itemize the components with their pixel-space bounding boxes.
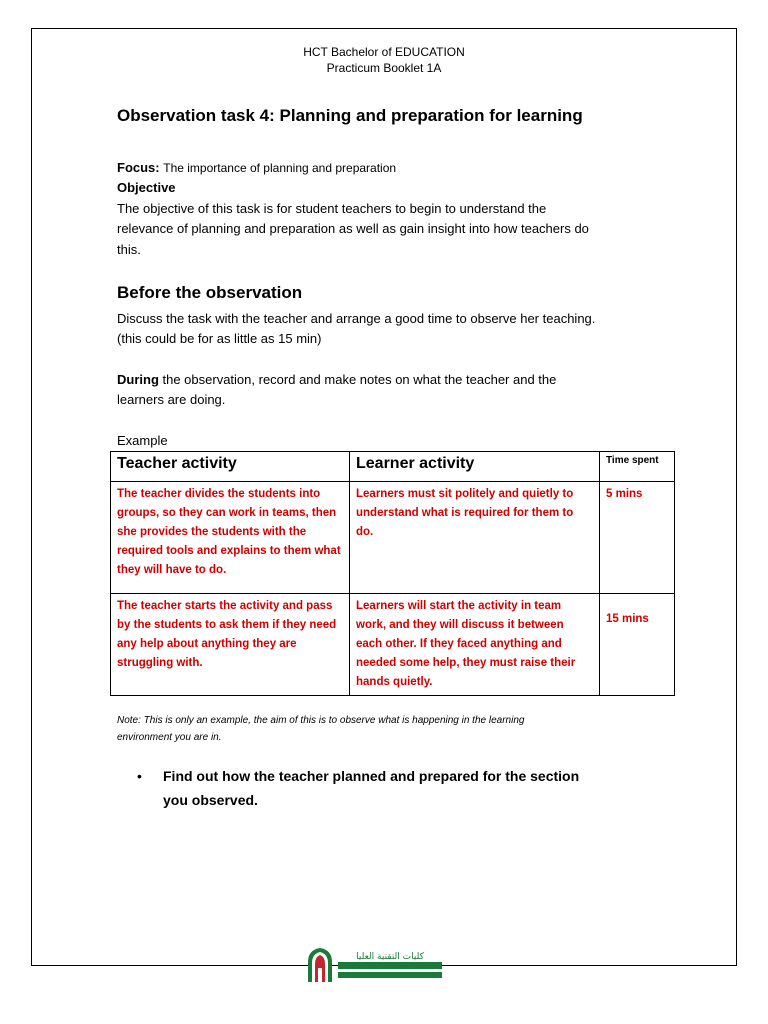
teacher-activity-cell: The teacher divides the students into groups, so they can work in teams, then she provides the students with the required tools and explains to them what they will have to do. <box>111 482 350 594</box>
focus-label: Focus: <box>117 160 160 175</box>
during-bold: During <box>117 372 159 387</box>
table-row <box>111 482 675 594</box>
learner-activity-cell: Learners must sit politely and quietly to understand what is required for them to do. <box>350 482 600 594</box>
objective-line-1: The objective of this task is for student teachers to begin to understand the <box>117 201 547 216</box>
example-table <box>110 451 675 696</box>
before-heading: Before the observation <box>117 283 303 302</box>
during-line-2: learners are doing. <box>117 392 226 407</box>
bullet-text <box>163 764 653 812</box>
note <box>117 712 637 746</box>
objective-heading: Objective <box>117 180 176 195</box>
focus-line <box>117 158 396 178</box>
header-time-spent: Time spent <box>600 452 675 482</box>
header-learner-activity: Learner activity <box>350 452 600 482</box>
focus-value: The importance of planning and preparation <box>163 161 397 175</box>
table-row <box>111 594 675 696</box>
example-label: Example <box>117 433 168 448</box>
hct-logo <box>304 946 444 984</box>
objective-line-2: relevance of planning and preparation as well as gain insight into how teachers do <box>117 221 589 236</box>
learner-activity-cell: Learners will start the activity in team work, and they will discuss it between each other. If they faced anything and needed some help, they must raise their hands quietly. <box>350 594 600 696</box>
time-spent-cell: 5 mins <box>600 482 675 594</box>
header-line-1: HCT Bachelor of EDUCATION <box>303 45 465 59</box>
before-line-1: Discuss the task with the teacher and arrange a good time to observe her teaching. <box>117 311 596 326</box>
during-rest: the observation, record and make notes on what the teacher and the <box>158 372 557 387</box>
note-line-1: Note: This is only an example, the aim of this is to observe what is happening in the learning <box>117 715 525 726</box>
logo-arabic-text: كليات التقنية العليا <box>356 952 424 962</box>
header-line-2: Practicum Booklet 1A <box>326 61 442 75</box>
bullet-icon: • <box>137 768 142 784</box>
page-title: Observation task 4: Planning and preparation for learning <box>117 106 583 125</box>
time-spent-cell: 15 mins <box>600 594 675 696</box>
bullet-item <box>137 764 657 812</box>
header-teacher-activity: Teacher activity <box>111 452 350 482</box>
table-header-row <box>111 452 675 482</box>
note-line-2: environment you are in. <box>117 732 222 743</box>
before-line-2: (this could be for as little as 15 min) <box>117 331 322 346</box>
objective-line-3: this. <box>117 242 141 257</box>
during-line-1 <box>117 370 556 390</box>
teacher-activity-cell: The teacher starts the activity and pass by the students to ask them if they need any help about anything they are struggling with. <box>111 594 350 696</box>
bullet-line-2: you observed. <box>163 792 258 808</box>
bullet-line-1: Find out how the teacher planned and prepared for the section <box>163 768 580 784</box>
hct-crest-icon <box>304 946 444 984</box>
